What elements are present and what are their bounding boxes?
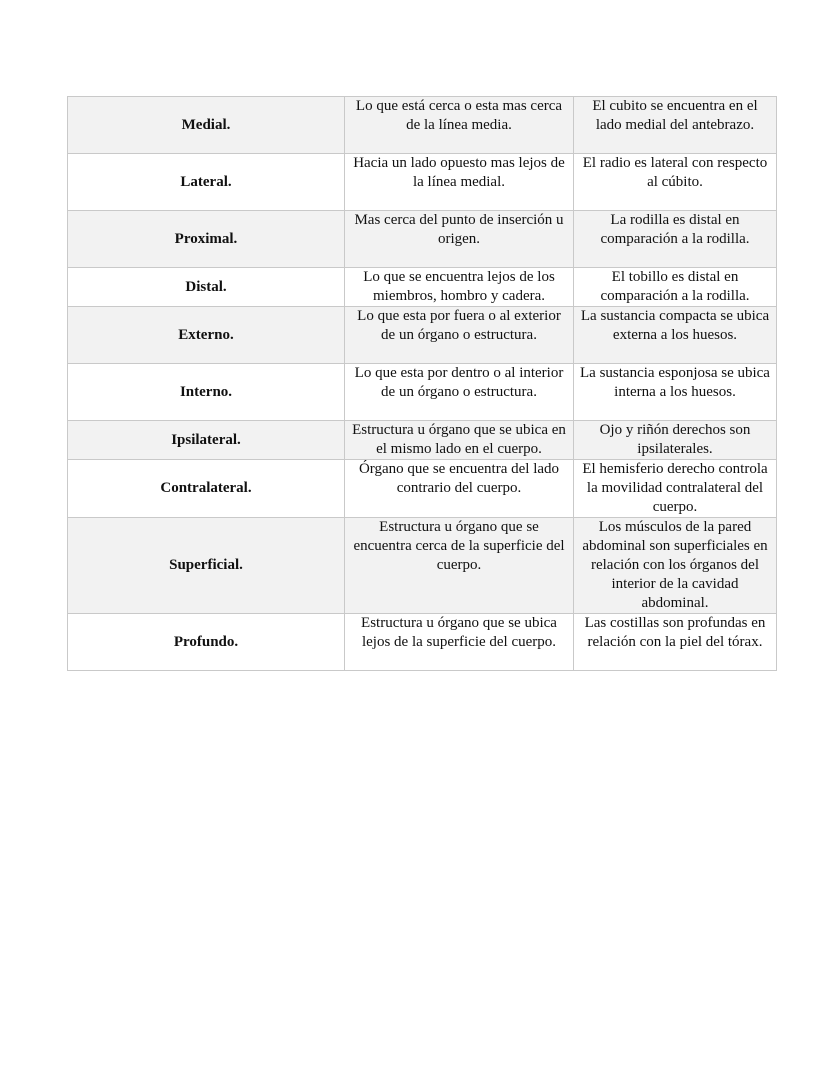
anatomical-terms-table — [67, 96, 777, 671]
example-cell: La rodilla es distal en comparación a la rodilla. — [574, 211, 777, 268]
term-cell: Lateral. — [68, 154, 345, 211]
definition-cell: Lo que esta por dentro o al interior de un órgano o estructura. — [345, 364, 574, 421]
definition-cell: Órgano que se encuentra del lado contrario del cuerpo. — [345, 460, 574, 518]
term-cell: Proximal. — [68, 211, 345, 268]
table-row — [68, 518, 777, 614]
example-cell: El cubito se encuentra en el lado medial del antebrazo. — [574, 97, 777, 154]
term-cell: Contralateral. — [68, 460, 345, 518]
term-cell: Ipsilateral. — [68, 421, 345, 460]
definition-cell: Estructura u órgano que se ubica en el mismo lado en el cuerpo. — [345, 421, 574, 460]
example-cell: Los músculos de la pared abdominal son superficiales en relación con los órganos del interior de la cavidad abdominal. — [574, 518, 777, 614]
table-row — [68, 364, 777, 421]
table-row — [68, 154, 777, 211]
definition-cell: Estructura u órgano que se ubica lejos de la superficie del cuerpo. — [345, 614, 574, 671]
example-cell: La sustancia compacta se ubica externa a los huesos. — [574, 307, 777, 364]
example-cell: El radio es lateral con respecto al cúbito. — [574, 154, 777, 211]
table-row — [68, 614, 777, 671]
definition-cell: Lo que se encuentra lejos de los miembros, hombro y cadera. — [345, 268, 574, 307]
term-cell: Profundo. — [68, 614, 345, 671]
table-row — [68, 211, 777, 268]
definition-cell: Hacia un lado opuesto mas lejos de la línea medial. — [345, 154, 574, 211]
term-cell: Distal. — [68, 268, 345, 307]
example-cell: La sustancia esponjosa se ubica interna a los huesos. — [574, 364, 777, 421]
term-cell: Externo. — [68, 307, 345, 364]
table-row — [68, 460, 777, 518]
definition-cell: Mas cerca del punto de inserción u origen. — [345, 211, 574, 268]
table-row — [68, 307, 777, 364]
table-row — [68, 268, 777, 307]
example-cell: El hemisferio derecho controla la movilidad contralateral del cuerpo. — [574, 460, 777, 518]
table-row — [68, 421, 777, 460]
example-cell: El tobillo es distal en comparación a la rodilla. — [574, 268, 777, 307]
term-cell: Medial. — [68, 97, 345, 154]
definition-cell: Lo que está cerca o esta mas cerca de la línea media. — [345, 97, 574, 154]
definition-cell: Lo que esta por fuera o al exterior de un órgano o estructura. — [345, 307, 574, 364]
term-cell: Superficial. — [68, 518, 345, 614]
example-cell: Ojo y riñón derechos son ipsilaterales. — [574, 421, 777, 460]
table-row — [68, 97, 777, 154]
term-cell: Interno. — [68, 364, 345, 421]
example-cell: Las costillas son profundas en relación con la piel del tórax. — [574, 614, 777, 671]
definition-cell: Estructura u órgano que se encuentra cerca de la superficie del cuerpo. — [345, 518, 574, 614]
